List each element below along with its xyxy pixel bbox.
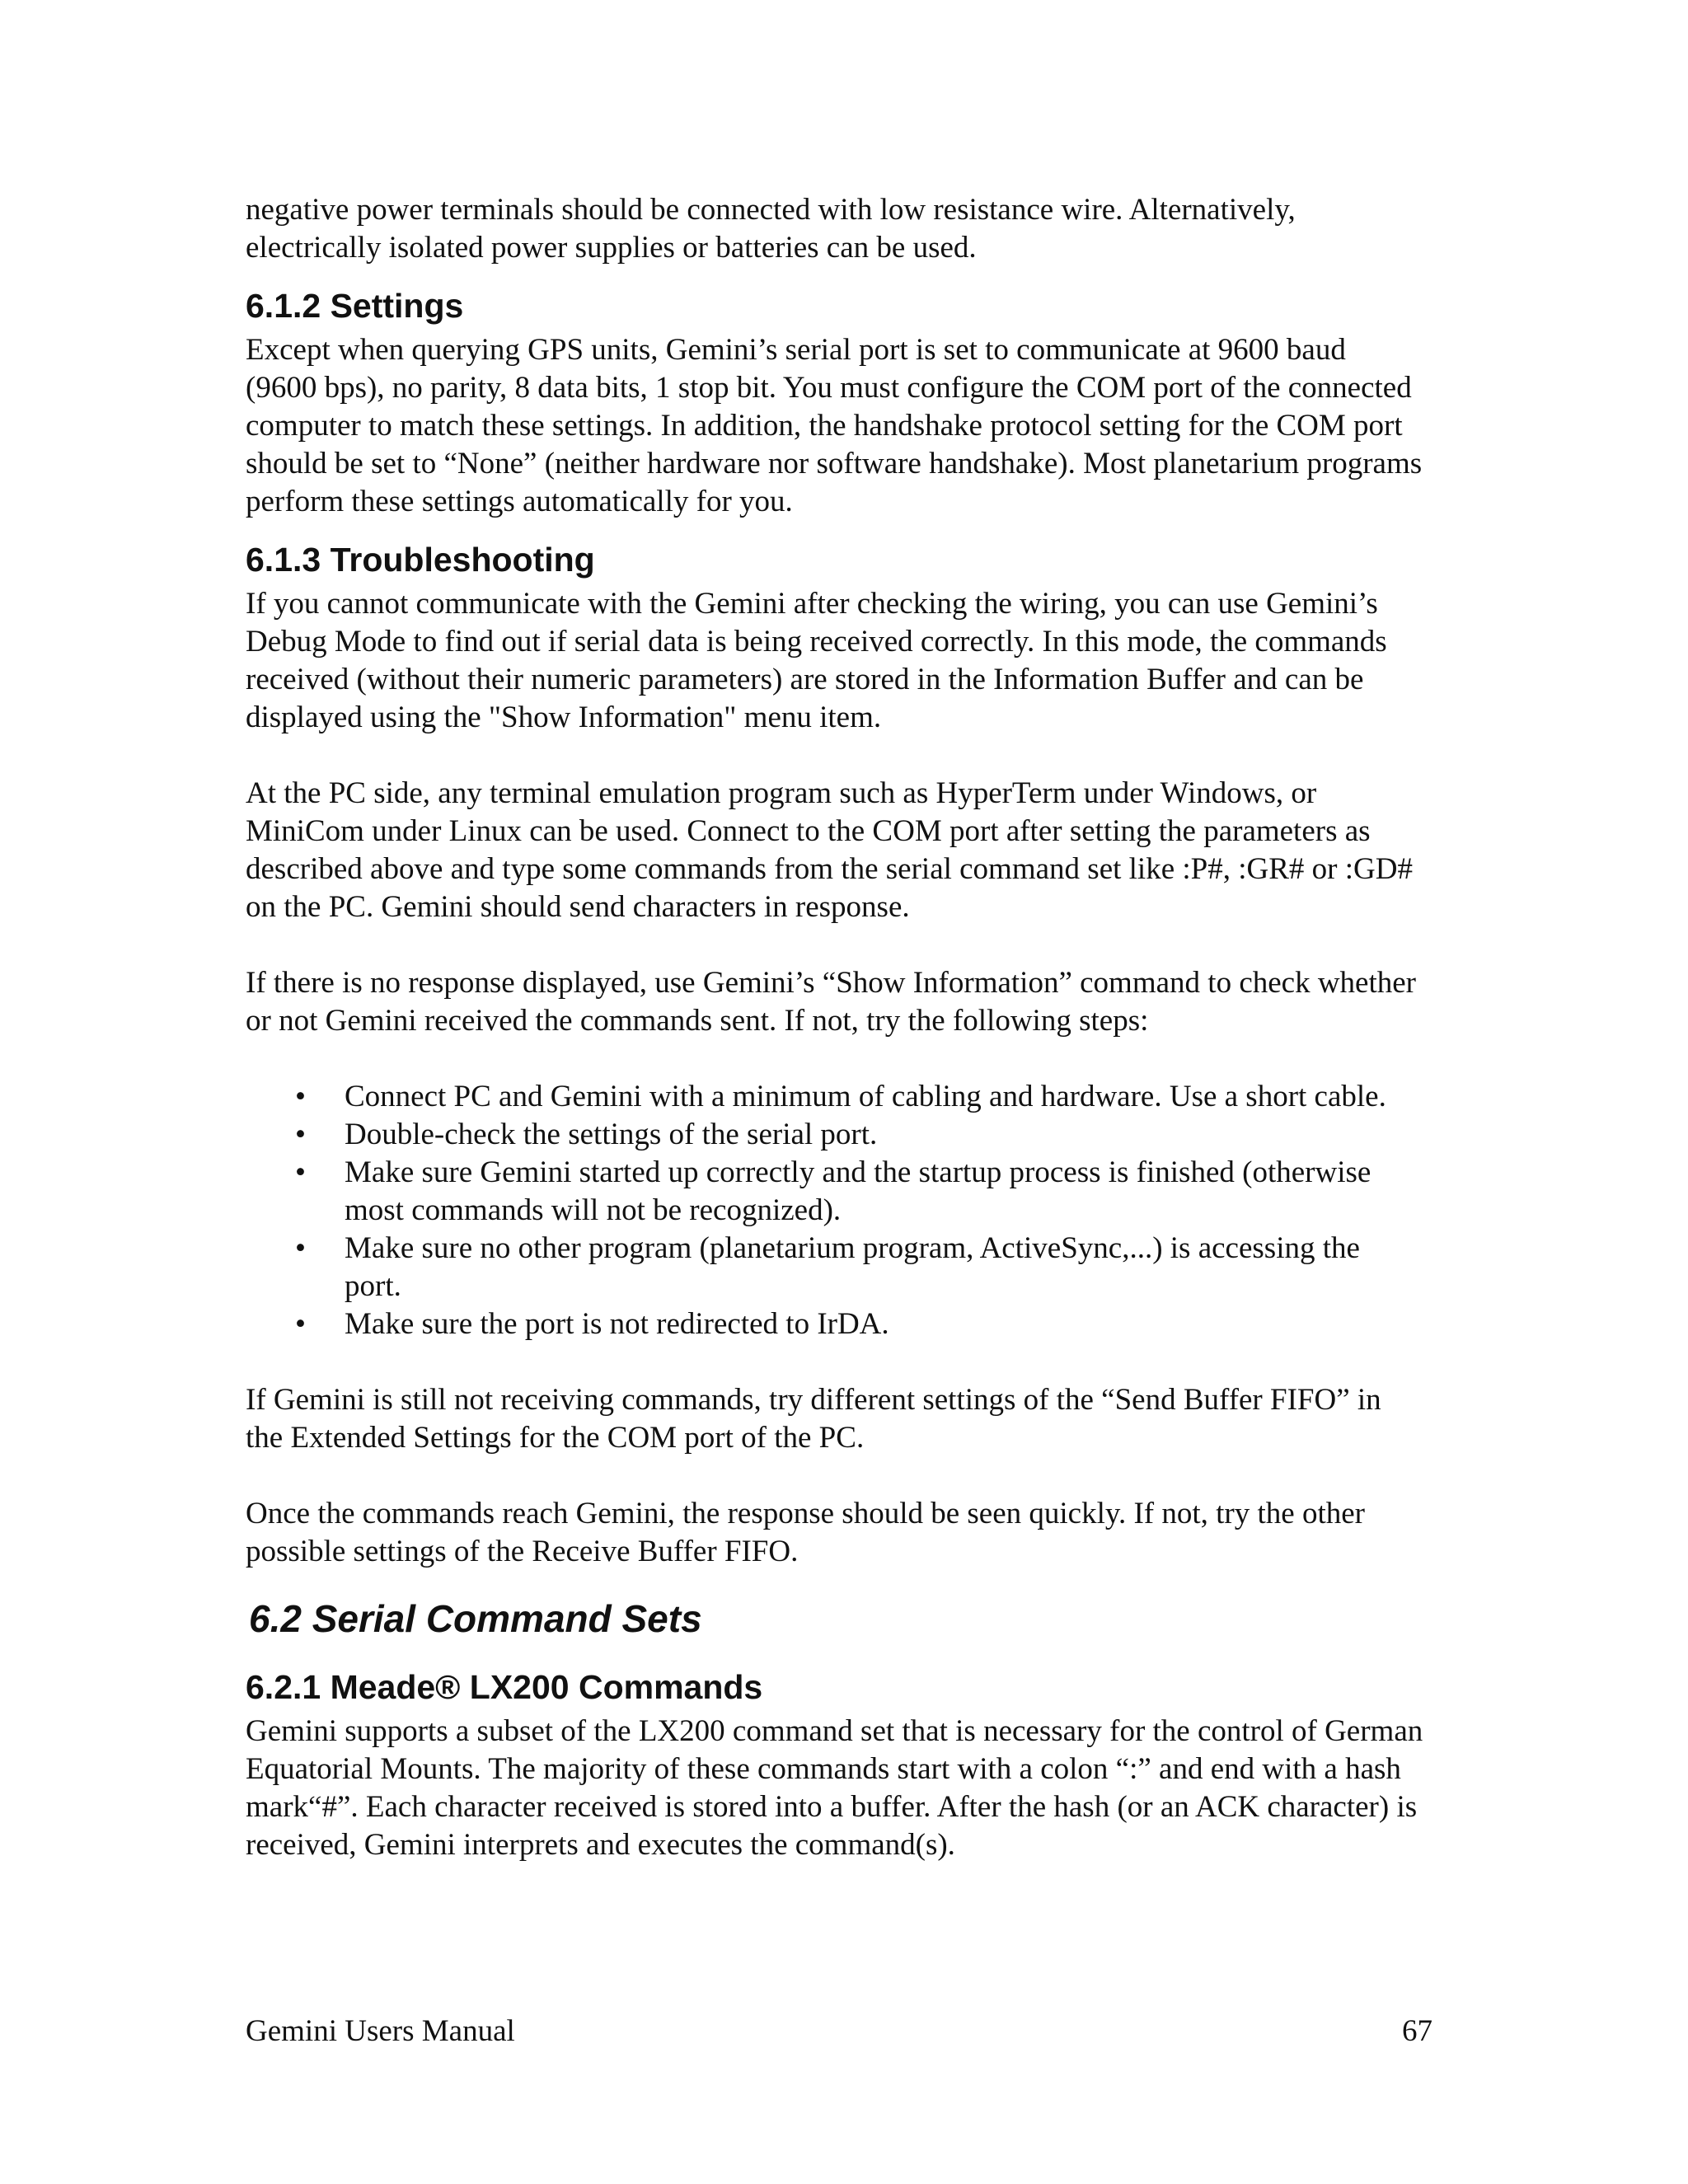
intro-paragraph: negative power terminals should be connected with low resistance wire. Alternatively, electrically isolated power supplies or batteries can be used. — [246, 193, 1296, 265]
list-item — [246, 1230, 1424, 1305]
lx200-paragraph: Gemini supports a subset of the LX200 command set that is necessary for the control of German Equatorial Mounts. The majority of these commands start with a colon “:” and end with a hash mark“#”. Each character received is stored into a buffer. After the hash (or an ACK character) is received, Gemini interprets and executes the command(s). — [246, 1714, 1423, 1862]
settings-heading: 6.1.2 Settings — [246, 287, 464, 325]
list-item-text: Make sure no other program (planetarium program, ActiveSync,...) is accessing the port. — [345, 1231, 1360, 1303]
footer-title: Gemini Users Manual — [246, 2014, 515, 2048]
list-item — [246, 1305, 1424, 1343]
troubleshooting-paragraph-1: If you cannot communicate with the Gemini after checking the wiring, you can use Gemini’s Debug Mode to find out if serial data is being received correctly. In this mode, the commands received (without their numeric parameters) are stored in the Information Buffer and can be displayed using the "Show Information" menu item. — [246, 587, 1387, 734]
lx200-heading: 6.2.1 Meade® LX200 Commands — [246, 1668, 763, 1706]
list-item-text: Make sure the port is not redirected to IrDA. — [345, 1307, 889, 1341]
bullet-icon: • — [295, 1307, 306, 1341]
troubleshooting-paragraph-5: Once the commands reach Gemini, the response should be seen quickly. If not, try the other possible settings of the Receive Buffer FIFO. — [246, 1497, 1365, 1568]
bullet-icon: • — [295, 1231, 306, 1265]
troubleshooting-paragraph-3: If there is no response displayed, use Gemini’s “Show Information” command to check whether or not Gemini received the commands sent. If not, try the following steps: — [246, 966, 1417, 1038]
troubleshooting-heading: 6.1.3 Troubleshooting — [246, 541, 595, 579]
serial-command-sets-heading: 6.2 Serial Command Sets — [249, 1597, 702, 1640]
page-body — [246, 191, 1424, 1864]
page-footer — [246, 2013, 1432, 2050]
page-number: 67 — [1402, 2014, 1432, 2048]
troubleshooting-steps-list — [246, 1078, 1424, 1343]
list-item — [246, 1154, 1424, 1230]
list-item-text: Make sure Gemini started up correctly and the startup process is finished (otherwise most commands will not be recognized). — [345, 1155, 1372, 1227]
list-item — [246, 1116, 1424, 1154]
list-item — [246, 1078, 1424, 1116]
bullet-icon: • — [295, 1080, 306, 1113]
troubleshooting-paragraph-2: At the PC side, any terminal emulation program such as HyperTerm under Windows, or MiniCom under Linux can be used. Connect to the COM port after setting the parameters as described above and type some commands from the serial command set like :P#, :GR# or :GD# on the PC. Gemini should send characters in response. — [246, 776, 1413, 924]
bullet-icon: • — [295, 1155, 306, 1189]
list-item-text: Double-check the settings of the serial port. — [345, 1118, 878, 1151]
list-item-text: Connect PC and Gemini with a minimum of cabling and hardware. Use a short cable. — [345, 1080, 1386, 1113]
bullet-icon: • — [295, 1118, 306, 1151]
troubleshooting-paragraph-4: If Gemini is still not receiving commands, try different settings of the “Send Buffer FIFO” in the Extended Settings for the COM port of the PC. — [246, 1383, 1381, 1455]
settings-paragraph: Except when querying GPS units, Gemini’s serial port is set to communicate at 9600 baud (9600 bps), no parity, 8 data bits, 1 stop bit. You must configure the COM port of the connected computer to match these settings. In addition, the handshake protocol setting for the COM port should be set to “None” (neither hardware nor software handshake). Most planetarium programs perform these settings automatically for you. — [246, 333, 1423, 518]
